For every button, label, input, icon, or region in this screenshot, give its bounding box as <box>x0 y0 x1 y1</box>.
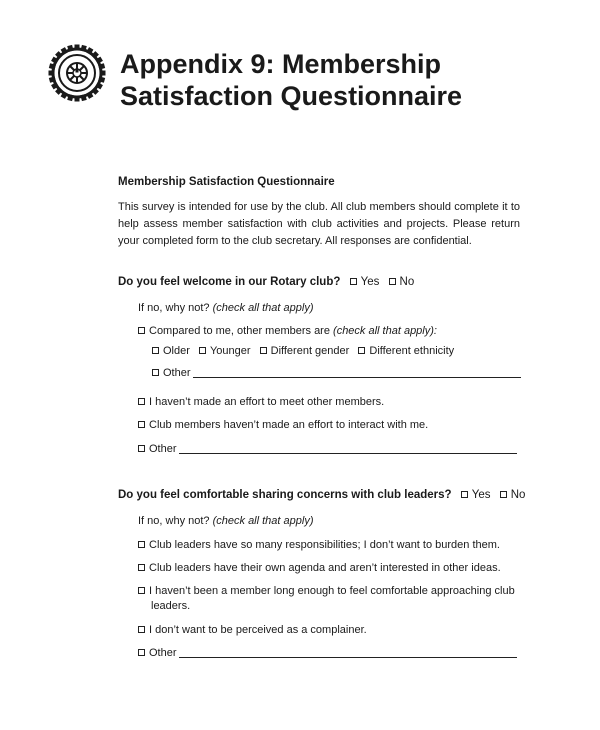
q2-reason-3[interactable]: I haven’t been a member long enough to feel comfortable approaching club leaders. <box>138 584 520 614</box>
checkbox[interactable] <box>138 398 145 405</box>
rotary-wheel-icon <box>48 44 106 102</box>
q2-reason-4[interactable]: I don’t want to be perceived as a complainer. <box>138 622 367 638</box>
option-older[interactable]: Older <box>152 345 190 357</box>
q2-no-option[interactable]: No <box>500 489 526 501</box>
checkbox[interactable] <box>138 421 145 428</box>
checkbox[interactable] <box>389 278 396 285</box>
q2-reason-1[interactable]: Club leaders have so many responsibilities; I don’t want to burden them. <box>138 537 500 553</box>
page-title <box>120 48 462 112</box>
q2-if-no: If no, why not? (check all that apply) <box>138 515 314 527</box>
q1-other[interactable]: Other <box>138 441 517 457</box>
checkbox[interactable] <box>461 491 468 498</box>
option-different-gender[interactable]: Different gender <box>260 345 350 357</box>
page-title-line1: Appendix 9: Membership <box>120 49 442 79</box>
q1-compared-options <box>152 343 460 359</box>
q1-no-option[interactable]: No <box>389 276 415 288</box>
checkbox[interactable] <box>350 278 357 285</box>
q2-other[interactable]: Other <box>138 645 517 661</box>
other-input-line[interactable] <box>179 647 517 658</box>
q1-compared-item[interactable]: Compared to me, other members are (check all that apply): <box>138 323 437 339</box>
q1-yes-option[interactable]: Yes <box>350 276 380 288</box>
checkbox[interactable] <box>152 369 159 376</box>
other-input-line[interactable] <box>179 443 517 454</box>
checkbox[interactable] <box>138 327 145 334</box>
option-different-ethnicity[interactable]: Different ethnicity <box>358 345 454 357</box>
question-2 <box>118 489 525 501</box>
question-1 <box>118 276 414 288</box>
checkbox[interactable] <box>138 445 145 452</box>
checkbox[interactable] <box>138 649 145 656</box>
page-title-line2: Satisfaction Questionnaire <box>120 81 463 111</box>
checkbox[interactable] <box>138 541 145 548</box>
option-younger[interactable]: Younger <box>199 345 251 357</box>
q1-reason-2[interactable]: Club members haven’t made an effort to interact with me. <box>138 417 428 433</box>
q1-reason-1[interactable]: I haven’t made an effort to meet other members. <box>138 394 384 410</box>
other-input-line[interactable] <box>193 367 521 378</box>
q2-reason-2[interactable]: Club leaders have their own agenda and aren’t interested in other ideas. <box>138 560 501 576</box>
checkbox[interactable] <box>138 626 145 633</box>
question-1-text: Do you feel welcome in our Rotary club? <box>118 276 341 288</box>
q2-yes-option[interactable]: Yes <box>461 489 491 501</box>
q1-if-no: If no, why not? (check all that apply) <box>138 302 314 314</box>
question-2-text: Do you feel comfortable sharing concerns with club leaders? <box>118 489 452 501</box>
intro-paragraph: This survey is intended for use by the club. All club members should complete it to help assess member satisfaction with club activities and projects. Please return your completed form to the club secretary. All responses are confidential. <box>118 201 520 247</box>
checkbox[interactable] <box>138 587 145 594</box>
checkbox[interactable] <box>138 564 145 571</box>
q1-compared-other[interactable]: Other <box>152 365 521 381</box>
section-heading: Membership Satisfaction Questionnaire <box>118 176 335 188</box>
checkbox[interactable] <box>500 491 507 498</box>
